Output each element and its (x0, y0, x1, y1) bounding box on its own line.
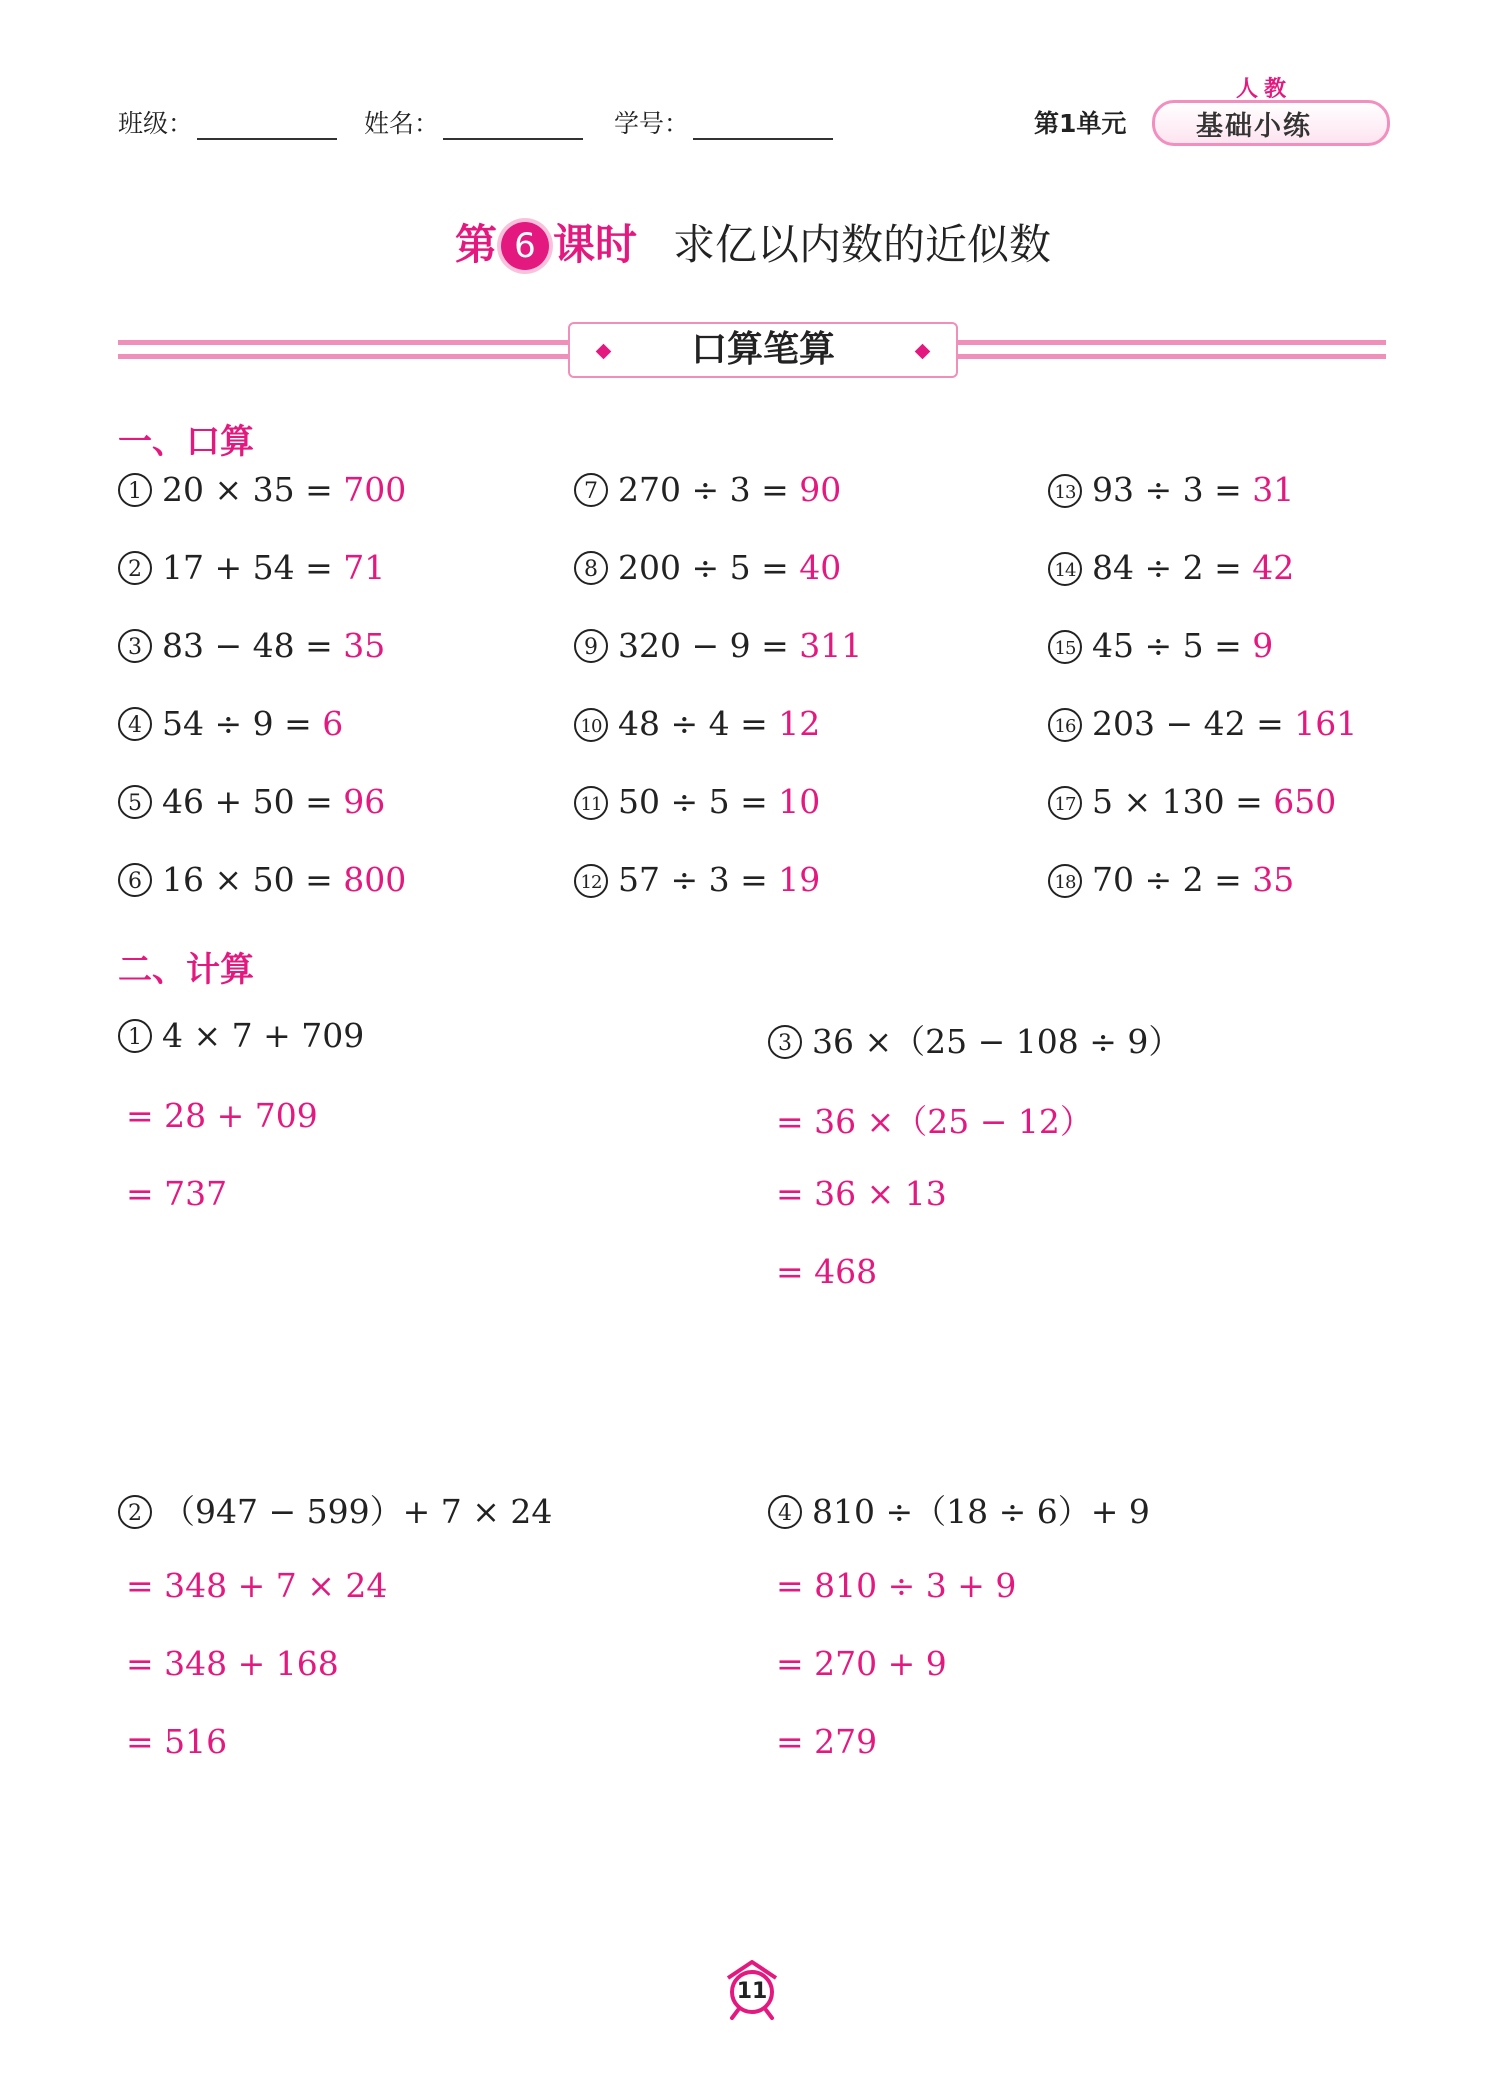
lesson-number-badge: 6 (501, 222, 549, 270)
lesson-suffix: 课时 (552, 220, 637, 269)
item-number: 9 (574, 629, 608, 663)
problem-step[interactable]: = 468 (776, 1252, 878, 1291)
item-number: 16 (1048, 708, 1082, 742)
item-answer[interactable]: 12 (778, 704, 821, 743)
item-answer[interactable]: 650 (1273, 782, 1337, 821)
section-1-heading: 一、口算 (118, 422, 254, 462)
item-expression: 16 × 50 = (162, 860, 333, 899)
class-label: 班级： (118, 109, 194, 138)
item-number: 3 (118, 629, 152, 663)
item-expression: 203 − 42 = (1092, 704, 1284, 743)
section-2-heading: 二、计算 (118, 950, 254, 990)
item-number: 18 (1048, 864, 1082, 898)
mental-item-2 (118, 548, 385, 587)
item-answer[interactable]: 40 (799, 548, 842, 587)
brand-name: 基础小练 (1196, 111, 1312, 142)
mental-item-6 (118, 860, 406, 899)
diamond-left-icon (596, 344, 612, 360)
section-banner (568, 322, 958, 378)
item-expression: 50 ÷ 5 = (618, 782, 768, 821)
item-number: 14 (1048, 552, 1082, 586)
item-expression: 5 × 130 = (1092, 782, 1263, 821)
unit-label: 第1单元 (1034, 109, 1127, 138)
item-answer[interactable]: 10 (778, 782, 821, 821)
item-answer[interactable]: 800 (343, 860, 407, 899)
item-expression: 93 ÷ 3 = (1092, 470, 1242, 509)
mental-item-17 (1048, 782, 1336, 821)
problem-expression (768, 1016, 1181, 1063)
item-expression: 54 ÷ 9 = (162, 704, 312, 743)
item-number: 4 (118, 707, 152, 741)
problem-expression-text: （947 − 599）+ 7 × 24 (162, 1492, 553, 1531)
item-answer[interactable]: 71 (343, 548, 386, 587)
item-expression: 83 − 48 = (162, 626, 333, 665)
mental-item-14 (1048, 548, 1294, 587)
item-expression: 70 ÷ 2 = (1092, 860, 1242, 899)
student-id-field (614, 104, 833, 140)
mental-item-9 (574, 626, 862, 665)
mental-item-18 (1048, 860, 1294, 899)
problem-step[interactable]: = 36 ×（25 − 12） (776, 1102, 1093, 1141)
item-answer[interactable]: 35 (343, 626, 386, 665)
page-title (0, 212, 1506, 272)
problem-expression (768, 1486, 1150, 1533)
item-number: 12 (574, 864, 608, 898)
problem-step[interactable]: = 279 (776, 1722, 878, 1761)
problem-number: 4 (768, 1495, 802, 1529)
item-number: 1 (118, 473, 152, 507)
page-number: 11 (736, 1979, 768, 2004)
item-number: 7 (574, 473, 608, 507)
item-number: 6 (118, 863, 152, 897)
problem-step[interactable]: = 348 + 168 (126, 1644, 339, 1683)
student-id-label: 学号： (614, 109, 690, 138)
item-answer[interactable]: 90 (799, 470, 842, 509)
problem-expression-text: 4 × 7 + 709 (162, 1016, 365, 1055)
name-blank[interactable] (443, 112, 583, 140)
problem-step[interactable]: = 737 (126, 1174, 228, 1213)
item-answer[interactable]: 161 (1294, 704, 1358, 743)
problem-step[interactable]: = 270 + 9 (776, 1644, 947, 1683)
problem-expression (118, 1016, 364, 1055)
class-blank[interactable] (197, 112, 337, 140)
mental-item-5 (118, 782, 385, 821)
problem-number: 2 (118, 1495, 152, 1529)
item-expression: 46 + 50 = (162, 782, 333, 821)
problem-step[interactable]: = 36 × 13 (776, 1174, 947, 1213)
item-expression: 45 ÷ 5 = (1092, 626, 1242, 665)
item-number: 15 (1048, 630, 1082, 664)
problem-number: 1 (118, 1019, 152, 1053)
item-expression: 200 ÷ 5 = (618, 548, 789, 587)
name-field (364, 104, 583, 140)
problem-step[interactable]: = 516 (126, 1722, 228, 1761)
problem-expression-text: 36 ×（25 − 108 ÷ 9） (812, 1022, 1182, 1061)
item-number: 5 (118, 785, 152, 819)
problem-step[interactable]: = 28 + 709 (126, 1096, 318, 1135)
item-answer[interactable]: 19 (778, 860, 821, 899)
mental-item-16 (1048, 704, 1357, 743)
item-number: 8 (574, 551, 608, 585)
problem-number: 3 (768, 1025, 802, 1059)
item-answer[interactable]: 6 (322, 704, 344, 743)
item-answer[interactable]: 31 (1252, 470, 1295, 509)
mental-item-3 (118, 626, 385, 665)
item-expression: 270 ÷ 3 = (618, 470, 789, 509)
item-number: 11 (574, 786, 608, 820)
item-expression: 17 + 54 = (162, 548, 333, 587)
diamond-right-icon (915, 344, 931, 360)
lesson-prefix: 第 (454, 220, 497, 269)
mental-item-4 (118, 704, 343, 743)
page-number-badge (718, 1960, 786, 2020)
item-expression: 20 × 35 = (162, 470, 333, 509)
item-answer[interactable]: 96 (343, 782, 386, 821)
problem-step[interactable]: = 348 + 7 × 24 (126, 1566, 388, 1605)
section-banner-label: 口算笔算 (690, 329, 835, 370)
item-number: 2 (118, 551, 152, 585)
problem-expression-text: 810 ÷（18 ÷ 6）+ 9 (812, 1492, 1150, 1531)
item-answer[interactable]: 35 (1252, 860, 1295, 899)
item-number: 10 (574, 708, 608, 742)
mental-item-7 (574, 470, 841, 509)
mental-item-1 (118, 470, 406, 509)
item-number: 17 (1048, 786, 1082, 820)
item-expression: 84 ÷ 2 = (1092, 548, 1242, 587)
item-expression: 48 ÷ 4 = (618, 704, 768, 743)
lesson-topic: 求亿以内数的近似数 (673, 220, 1052, 269)
mental-item-8 (574, 548, 841, 587)
item-answer[interactable]: 42 (1252, 548, 1295, 587)
problem-step[interactable]: = 810 ÷ 3 + 9 (776, 1566, 1017, 1605)
class-field (118, 104, 337, 140)
mental-item-12 (574, 860, 820, 899)
item-expression: 57 ÷ 3 = (618, 860, 768, 899)
mental-item-15 (1048, 626, 1273, 665)
item-number: 13 (1048, 474, 1082, 508)
item-expression: 320 − 9 = (618, 626, 789, 665)
mental-item-11 (574, 782, 820, 821)
item-answer[interactable]: 311 (799, 626, 863, 665)
problem-expression (118, 1486, 552, 1533)
mental-item-10 (574, 704, 820, 743)
item-answer[interactable]: 9 (1252, 626, 1274, 665)
student-id-blank[interactable] (693, 112, 833, 140)
mental-item-13 (1048, 470, 1294, 509)
item-answer[interactable]: 700 (343, 470, 407, 509)
name-label: 姓名： (364, 109, 440, 138)
brand-publisher: 人教 (1236, 77, 1293, 102)
